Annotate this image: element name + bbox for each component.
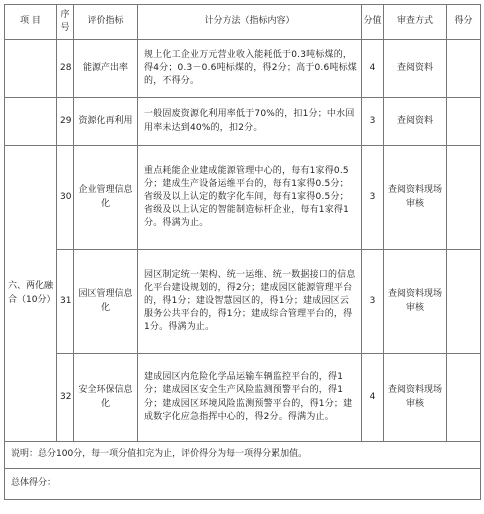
row-no: 30 <box>57 146 74 250</box>
row-got-cell <box>447 250 481 354</box>
row-no: 32 <box>57 354 74 442</box>
table-row <box>5 40 481 98</box>
total-score-label: 总体得分： <box>5 469 481 500</box>
score-table <box>4 4 481 500</box>
row-method: 一般固废资源化利用率低于70%的，扣1分；中水回用率未达到40%的，扣2分。 <box>138 98 362 146</box>
row-method: 重点耗能企业建成能源管理中心的，每有1家得0.5分；建成生产设备运维平台的，每有1家得0.5分；省级及以上认定的数字化车间，每有1家得0.5分；省级及以上认定的智能制造标杆企业，每有1家得1分。得满为止。 <box>138 146 362 250</box>
table-row <box>5 98 481 146</box>
row-score: 4 <box>362 354 384 442</box>
header-method: 计分方法（指标内容） <box>138 5 362 40</box>
row-no: 31 <box>57 250 74 354</box>
row-indicator: 企业管理信息化 <box>74 146 138 250</box>
row-got-cell <box>447 40 481 98</box>
row-indicator: 园区管理信息化 <box>74 250 138 354</box>
header-review: 审查方式 <box>384 5 447 40</box>
row-indicator: 安全环保信息化 <box>74 354 138 442</box>
row-no: 28 <box>57 40 74 98</box>
group-label: 六、两化融合（10分） <box>5 146 57 442</box>
row-no: 29 <box>57 98 74 146</box>
table-row <box>5 146 481 250</box>
row-score: 3 <box>362 146 384 250</box>
row-indicator: 能源产出率 <box>74 40 138 98</box>
row-review: 查阅资料现场审核 <box>384 250 447 354</box>
row-got-cell <box>447 354 481 442</box>
header-row <box>5 5 481 40</box>
row-method: 规上化工企业万元营业收入能耗低于0.3吨标煤的，得4分；0.3－0.6吨标煤的，得2分；高于0.6吨标煤的，不得分。 <box>138 40 362 98</box>
row-review: 查阅资料 <box>384 98 447 146</box>
project-cell-empty <box>5 40 57 98</box>
header-no: 序号 <box>57 5 74 40</box>
table-row <box>5 354 481 442</box>
header-got: 得分 <box>447 5 481 40</box>
row-score: 3 <box>362 98 384 146</box>
header-project: 项 目 <box>5 5 57 40</box>
row-method: 建成园区内危险化学品运输车辆监控平台的，得1分；建成园区安全生产风险监测预警平台的，得1分；建成园区环境风险监测预警平台的，得1分；建成数字化应急指挥中心的，得2分。得满为止。 <box>138 354 362 442</box>
row-review: 查阅资料 <box>384 40 447 98</box>
note-text: 说明：总分100分，每一项分值扣完为止，评价得分为每一项得分累加值。 <box>5 442 481 469</box>
note-row <box>5 442 481 469</box>
row-got-cell <box>447 146 481 250</box>
header-score: 分值 <box>362 5 384 40</box>
header-indicator: 评价指标 <box>74 5 138 40</box>
table-row <box>5 250 481 354</box>
row-method: 园区制定统一架构、统一运维、统一数据接口的信息化平台建设规划的，得2分；建成园区能源管理平台的，得1分；建设智慧园区的，得1分；建成园区云服务公共平台的，得1分；建成综合管理平台的，得1分。得满为止。 <box>138 250 362 354</box>
row-review: 查阅资料现场审核 <box>384 146 447 250</box>
row-review: 查阅资料现场审核 <box>384 354 447 442</box>
row-score: 3 <box>362 250 384 354</box>
row-got-cell <box>447 98 481 146</box>
row-score: 4 <box>362 40 384 98</box>
project-cell-empty <box>5 98 57 146</box>
total-row <box>5 469 481 500</box>
row-indicator: 资源化再利用 <box>74 98 138 146</box>
